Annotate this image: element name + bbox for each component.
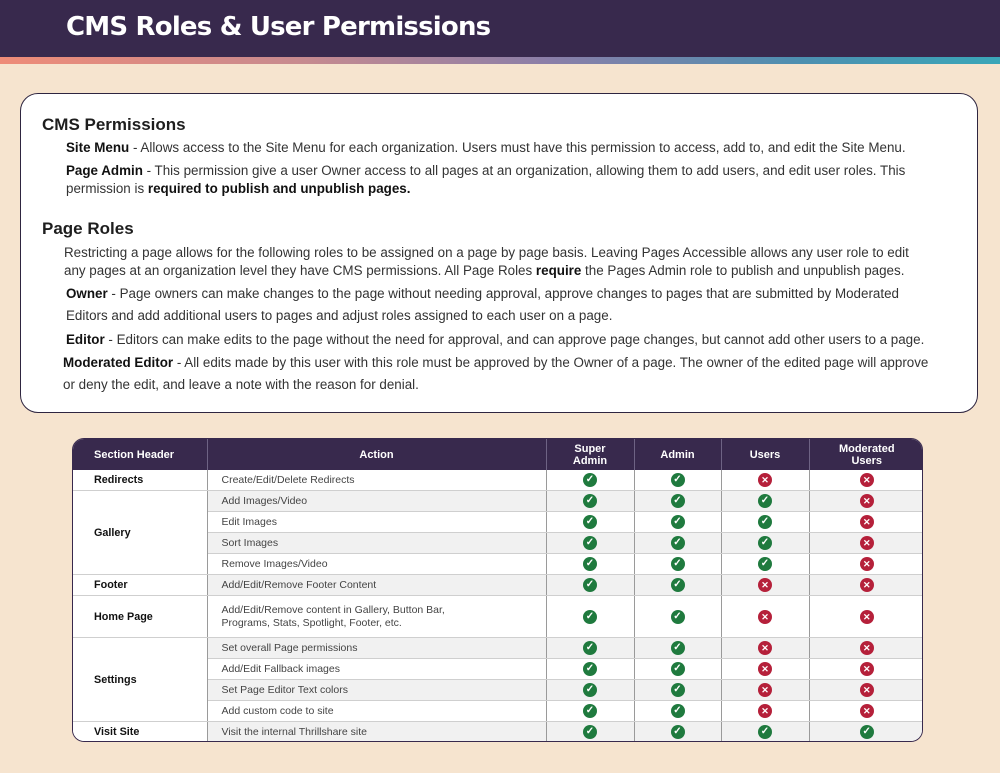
cross-icon: ✕ — [860, 557, 874, 571]
cross-icon: ✕ — [860, 704, 874, 718]
table-header-row — [73, 439, 923, 470]
action-cell: Add/Edit Fallback images — [207, 659, 546, 680]
cross-icon: ✕ — [758, 641, 772, 655]
section-redirects: Redirects — [73, 470, 207, 491]
cross-icon: ✕ — [860, 473, 874, 487]
check-icon: ✓ — [583, 662, 597, 676]
action-cell: Add/Edit/Remove Footer Content — [207, 575, 546, 596]
check-icon: ✓ — [758, 494, 772, 508]
moderated-editor-line2: or deny the edit, and leave a note with the reason for denial. — [63, 377, 419, 392]
page-admin-description — [66, 162, 905, 180]
action-cell: Edit Images — [207, 512, 546, 533]
page-title: CMS Roles & User Permissions — [66, 12, 491, 42]
page-admin-text: - This permission give a user Owner access to all pages at an organization, allowing them to add users, and edit user roles. This — [142, 163, 906, 178]
check-icon: ✓ — [758, 515, 772, 529]
action-cell: Sort Images — [207, 533, 546, 554]
check-icon: ✓ — [758, 536, 772, 550]
cross-icon: ✕ — [860, 494, 874, 508]
permissions-table — [72, 438, 923, 742]
site-menu-text: - Allows access to the Site Menu for each organization. Users must have this permission to access, add to, and edit the Site Menu. — [129, 140, 906, 155]
check-icon: ✓ — [583, 536, 597, 550]
check-icon: ✓ — [671, 641, 685, 655]
action-cell: Add Images/Video — [207, 491, 546, 512]
home-action-line2: Programs, Stats, Spotlight, Footer, etc. — [221, 616, 402, 629]
col-section-header: Section Header — [73, 439, 207, 470]
cms-permissions-heading: CMS Permissions — [42, 115, 186, 134]
check-icon: ✓ — [583, 704, 597, 718]
owner-line2: Editors and add additional users to pages and adjust roles assigned to each user on a page. — [66, 308, 613, 323]
check-icon: ✓ — [583, 557, 597, 571]
table-row — [73, 491, 923, 512]
roles-intro-require: require — [535, 263, 582, 278]
page-admin-term: Page Admin — [66, 163, 143, 178]
site-menu-term: Site Menu — [66, 140, 130, 155]
check-icon: ✓ — [671, 578, 685, 592]
header-gradient-stripe — [0, 57, 1000, 64]
check-icon: ✓ — [583, 725, 597, 739]
action-cell: Remove Images/Video — [207, 554, 546, 575]
editor-term: Editor — [66, 332, 105, 347]
check-icon: ✓ — [860, 725, 874, 739]
section-home-page: Home Page — [73, 596, 207, 638]
cross-icon: ✕ — [758, 662, 772, 676]
table-row — [73, 575, 923, 596]
col-moderated-users: Moderated Users — [809, 439, 923, 470]
check-icon: ✓ — [583, 683, 597, 697]
check-icon: ✓ — [583, 641, 597, 655]
cross-icon: ✕ — [860, 641, 874, 655]
table-row — [73, 470, 923, 491]
page-admin-required: required to publish and unpublish pages. — [147, 181, 411, 196]
action-cell: Create/Edit/Delete Redirects — [207, 470, 546, 491]
action-cell: Set overall Page permissions — [207, 638, 546, 659]
check-icon: ✓ — [583, 494, 597, 508]
col-super-admin: Super Admin — [546, 439, 634, 470]
cross-icon: ✕ — [758, 683, 772, 697]
roles-intro-post: the Pages Admin role to publish and unpublish pages. — [581, 263, 905, 278]
check-icon: ✓ — [671, 683, 685, 697]
section-gallery: Gallery — [73, 491, 207, 575]
owner-description — [66, 285, 899, 303]
action-cell: Set Page Editor Text colors — [207, 680, 546, 701]
check-icon: ✓ — [583, 578, 597, 592]
page-admin-line2 — [66, 180, 410, 198]
editor-description — [66, 331, 924, 349]
check-icon: ✓ — [671, 494, 685, 508]
check-icon: ✓ — [671, 725, 685, 739]
cross-icon: ✕ — [758, 610, 772, 624]
section-settings: Settings — [73, 638, 207, 722]
cross-icon: ✕ — [860, 536, 874, 550]
section-visit-site: Visit Site — [73, 722, 207, 743]
cross-icon: ✕ — [758, 578, 772, 592]
check-icon: ✓ — [583, 473, 597, 487]
table-row — [73, 722, 923, 743]
check-icon: ✓ — [671, 473, 685, 487]
cross-icon: ✕ — [860, 578, 874, 592]
section-footer: Footer — [73, 575, 207, 596]
cross-icon: ✕ — [860, 683, 874, 697]
check-icon: ✓ — [671, 515, 685, 529]
col-users: Users — [721, 439, 809, 470]
editor-text: - Editors can make edits to the page without the need for approval, and can approve page changes, but cannot add other users to a page. — [104, 332, 925, 347]
owner-term: Owner — [66, 286, 108, 301]
cross-icon: ✕ — [860, 515, 874, 529]
cross-icon: ✕ — [758, 473, 772, 487]
col-action: Action — [207, 439, 546, 470]
table-row — [73, 596, 923, 638]
moderated-editor-term: Moderated Editor — [63, 355, 174, 370]
action-cell: Add custom code to site — [207, 701, 546, 722]
page-admin-line2-text: permission is — [66, 181, 148, 196]
site-menu-description — [66, 139, 906, 157]
check-icon: ✓ — [671, 557, 685, 571]
check-icon: ✓ — [758, 557, 772, 571]
check-icon: ✓ — [583, 610, 597, 624]
action-cell — [207, 596, 546, 638]
cross-icon: ✕ — [758, 704, 772, 718]
table-row — [73, 638, 923, 659]
roles-intro-line2 — [64, 262, 904, 280]
check-icon: ✓ — [583, 515, 597, 529]
moderated-editor-text: - All edits made by this user with this role must be approved by the Owner of a page. The owner of the edited page will approve — [173, 355, 929, 370]
action-cell: Visit the internal Thrillshare site — [207, 722, 546, 743]
col-admin: Admin — [634, 439, 721, 470]
owner-text: - Page owners can make changes to the page without needing approval, approve changes to pages that are submitted by Moderated — [107, 286, 899, 301]
check-icon: ✓ — [671, 662, 685, 676]
moderated-editor-description — [63, 354, 928, 372]
roles-intro-line1: Restricting a page allows for the following roles to be assigned on a page by page basis. Leaving Pages Accessible allows any user role to edit — [64, 245, 909, 260]
cross-icon: ✕ — [860, 662, 874, 676]
check-icon: ✓ — [671, 610, 685, 624]
page-roles-heading: Page Roles — [42, 219, 134, 238]
check-icon: ✓ — [758, 725, 772, 739]
roles-intro-pre: any pages at an organization level they have CMS permissions. All Page Roles — [64, 263, 536, 278]
check-icon: ✓ — [671, 704, 685, 718]
cross-icon: ✕ — [860, 610, 874, 624]
check-icon: ✓ — [671, 536, 685, 550]
home-action-line1: Add/Edit/Remove content in Gallery, Button Bar, — [221, 603, 445, 616]
